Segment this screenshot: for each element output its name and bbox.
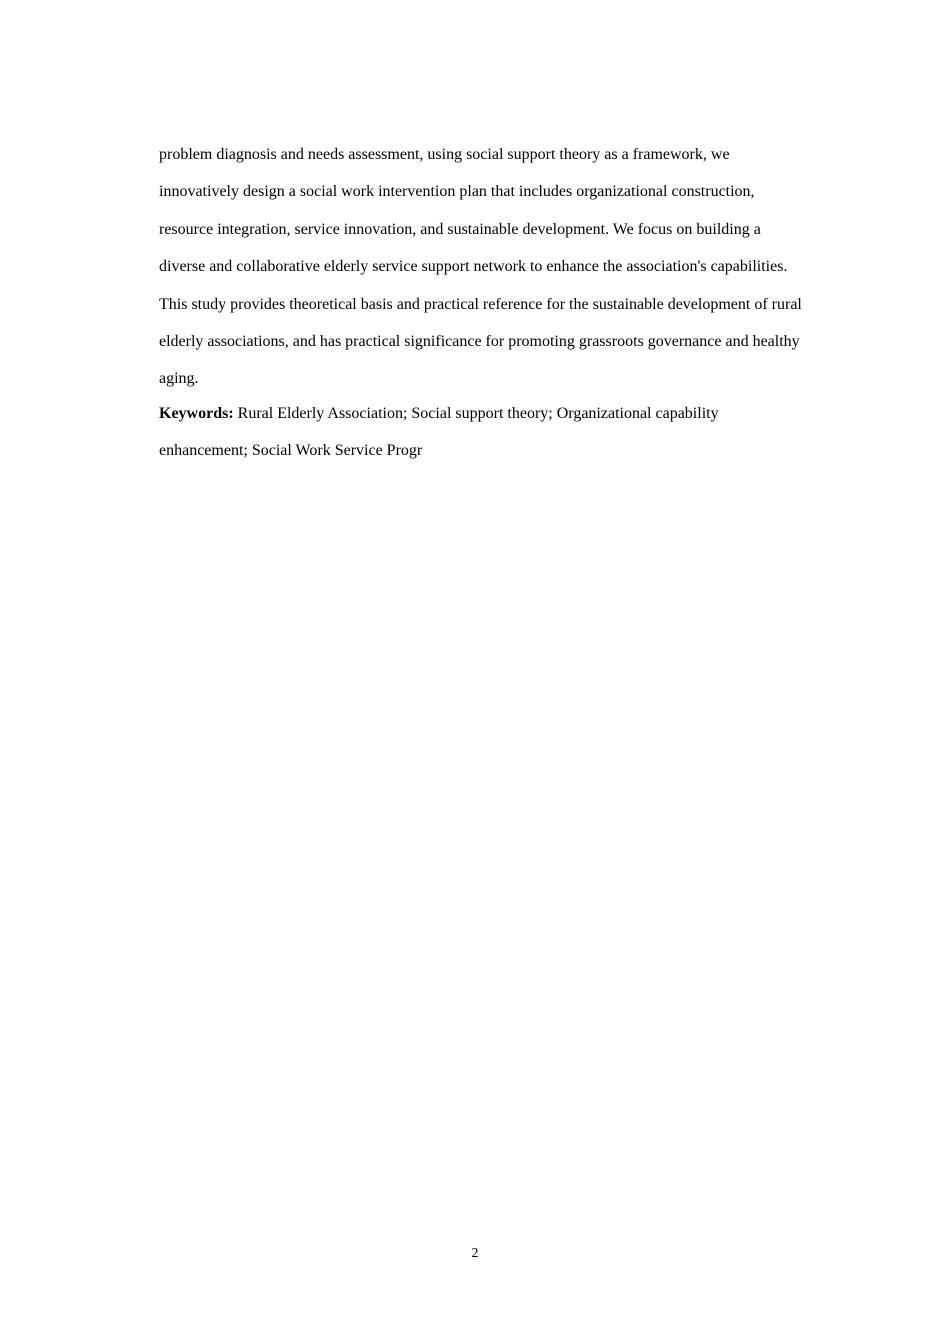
page-number: 2 xyxy=(471,1246,479,1261)
abstract-paragraph xyxy=(159,136,839,398)
keywords-text: Rural Elderly Association; Social support theory; Organizational capability xyxy=(233,405,719,422)
keywords-line xyxy=(159,395,839,432)
keywords-paragraph xyxy=(159,395,839,469)
keywords-line-continued: enhancement; Social Work Service Progr xyxy=(159,442,423,459)
abstract-line: elderly associations, and has practical significance for promoting grassroots governance and healthy xyxy=(159,333,800,351)
abstract-line: resource integration, service innovation, and sustainable development. We focus on building a xyxy=(159,220,761,238)
abstract-line: diverse and collaborative elderly service support network to enhance the association's capabilities. xyxy=(159,258,788,276)
keywords-label: Keywords: xyxy=(159,405,234,422)
abstract-line: aging. xyxy=(159,370,199,388)
abstract-line: This study provides theoretical basis and practical reference for the sustainable development of rural xyxy=(159,295,802,313)
abstract-line: innovatively design a social work intervention plan that includes organizational construction, xyxy=(159,183,755,201)
abstract-line: problem diagnosis and needs assessment, using social support theory as a framework, we xyxy=(159,146,730,163)
